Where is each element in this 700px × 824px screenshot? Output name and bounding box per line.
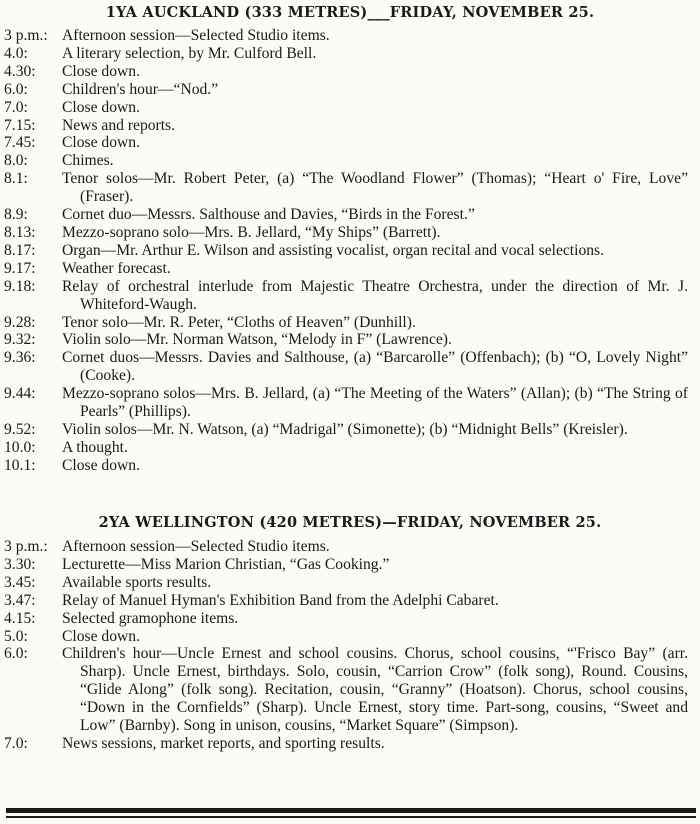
list-item (0, 63, 700, 81)
list-item (0, 421, 700, 439)
entry-time: 7.0: (4, 98, 28, 116)
entry-time: 9.44: (4, 385, 36, 403)
entry-text: A literary selection, by Mr. Culford Bell. (62, 44, 317, 62)
entry-text: News sessions, market reports, and sporting results. (62, 734, 385, 752)
bottom-rule-thin (6, 816, 696, 818)
entry-text: Chimes. (62, 152, 114, 170)
entry-time: 3.30: (4, 555, 36, 573)
entry-text: Tenor solo—Mr. R. Peter, “Cloths of Heaven” (Dunhill). (62, 313, 416, 331)
bottom-rule-thick (6, 808, 696, 813)
list-item (0, 278, 700, 314)
list-item (0, 117, 700, 135)
list-item (0, 645, 700, 735)
entry-text: Available sports results. (62, 573, 212, 591)
entry-text: Selected gramophone items. (62, 609, 239, 627)
entry-time: 9.32: (4, 331, 36, 349)
entry-time: 8.17: (4, 241, 36, 259)
entry-time: 8.13: (4, 223, 36, 241)
entry-text: Close down. (62, 62, 140, 80)
entry-text: Children's hour—“Nod.” (62, 80, 219, 98)
list-item (0, 45, 700, 63)
entry-time: 7.15: (4, 116, 36, 134)
entry-time: 3 p.m.: (4, 27, 48, 44)
entry-text: News and reports. (62, 116, 176, 134)
list-item (0, 99, 700, 117)
entry-time: 4.30: (4, 62, 36, 80)
entry-time: 7.45: (4, 134, 36, 152)
list-item (0, 331, 700, 349)
entry-time: 9.18: (4, 277, 36, 295)
list-item (0, 27, 700, 45)
list-item (0, 206, 700, 224)
entry-time: 9.17: (4, 259, 36, 277)
list-item (0, 556, 700, 574)
entry-text: Close down. (62, 456, 140, 474)
entry-text: Mezzo-soprano solo—Mrs. B. Jellard, “My Ships” (Barrett). (62, 223, 441, 241)
list-item (0, 385, 700, 421)
entry-time: 10.0: (4, 438, 36, 456)
list-item (0, 349, 700, 385)
entry-text: Relay of orchestral interlude from Majestic Theatre Orchestra, under the direction of Mr. J. Whiteford-Waugh. (62, 277, 688, 313)
section-1ya-programme (0, 27, 700, 475)
entry-time: 9.52: (4, 420, 36, 438)
section-2ya-programme (0, 538, 700, 753)
list-item (0, 735, 700, 753)
entry-text: Violin solo—Mr. Norman Watson, “Melody in F” (Lawrence). (62, 331, 452, 349)
list-item (0, 152, 700, 170)
entry-time: 8.9: (4, 206, 28, 224)
entry-time: 9.28: (4, 313, 36, 331)
entry-text: Children's hour—Uncle Ernest and school cousins. Chorus, school cousins, “'Frisco Bay” (arr. Sharp). Uncle Ernest, birthdays. Solo, cousin, “Carrion Crow” (folk song), Round. Cousins, “Glide Along” (folk song). Recitation, cousin, “Granny” (Hoatson). Chorus, school cousins, “Down in the Cornfields” (Sharp). Uncle Ernest, story time. Part-song, cousins, “Sweet and Low” (Barnby). Song in unison, cousins, “Market Square” (Simpson). (62, 645, 688, 735)
list-item (0, 457, 700, 475)
entry-time: 10.1: (4, 456, 36, 474)
entry-text: Lecturette—Miss Marion Christian, “Gas Cooking.” (62, 555, 390, 573)
list-item (0, 224, 700, 242)
entry-time: 3.45: (4, 573, 36, 591)
entry-time: 4.0: (4, 44, 28, 62)
entry-time: 5.0: (4, 627, 28, 645)
entry-text: Weather forecast. (62, 259, 171, 277)
section-heading-2ya-wellington: 2YA WELLINGTON (420 METRES)—FRIDAY, NOVEMBER 25. (98, 514, 602, 531)
list-item (0, 574, 700, 592)
list-item (0, 592, 700, 610)
list-item (0, 538, 700, 556)
entry-time: 9.36: (4, 349, 36, 367)
entry-text: Close down. (62, 134, 140, 152)
entry-time: 8.0: (4, 152, 28, 170)
entry-text: Afternoon session—Selected Studio items. (62, 27, 330, 44)
list-item (0, 170, 700, 206)
list-item (0, 134, 700, 152)
list-item (0, 628, 700, 646)
entry-time: 6.0: (4, 80, 28, 98)
entry-text: Cornet duo—Messrs. Salthouse and Davies, “Birds in the Forest.” (62, 206, 475, 224)
entry-text: Close down. (62, 627, 140, 645)
entry-text: A thought. (62, 438, 128, 456)
entry-text: Mezzo-soprano solos—Mrs. B. Jellard, (a) “The Meeting of the Waters” (Allan); (b) “The String of Pearls” (Phillips). (62, 385, 688, 421)
list-item (0, 81, 700, 99)
list-item (0, 260, 700, 278)
list-item (0, 242, 700, 260)
entry-text: Afternoon session—Selected Studio items. (62, 538, 330, 555)
entry-text: Organ—Mr. Arthur E. Wilson and assisting vocalist, organ recital and vocal selections. (62, 241, 605, 259)
entry-time: 3 p.m.: (4, 538, 48, 555)
entry-text: Cornet duos—Messrs. Davies and Salthouse, (a) “Barcarolle” (Offenbach); (b) “O, Lovely Night” (Cooke). (62, 349, 688, 385)
entry-text: Relay of Manuel Hyman's Exhibition Band from the Adelphi Cabaret. (62, 591, 499, 609)
entry-text: Tenor solos—Mr. Robert Peter, (a) “The Woodland Flower” (Thomas); “Heart o' Fire, Love” (Fraser). (62, 170, 688, 206)
entry-time: 3.47: (4, 591, 36, 609)
entry-text: Violin solos—Mr. N. Watson, (a) “Madrigal” (Simonette); (b) “Midnight Bells” (Kreisler). (62, 420, 628, 438)
entry-time: 8.1: (4, 170, 28, 188)
entry-text: Close down. (62, 98, 140, 116)
entry-time: 4.15: (4, 609, 36, 627)
entry-time: 6.0: (4, 645, 28, 663)
list-item (0, 610, 700, 628)
list-item (0, 439, 700, 457)
list-item (0, 314, 700, 332)
section-heading-1ya-auckland: 1YA AUCKLAND (333 METRES)___FRIDAY, NOVEMBER 25. (105, 4, 595, 21)
entry-time: 7.0: (4, 734, 28, 752)
